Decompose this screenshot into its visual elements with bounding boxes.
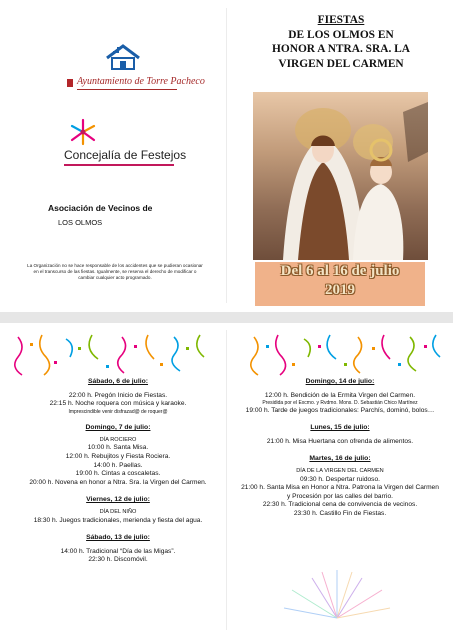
event-item: 20:00 h. Novena en honor a Ntra. Sra. la Virgen del Carmen.	[29, 478, 207, 486]
event-item: 14:00 h. Paellas.	[93, 461, 143, 469]
day-heading: Domingo, 14 de julio:	[305, 378, 375, 385]
fireworks-icon	[272, 568, 402, 620]
event-item: 22:30 h. Discomóvil.	[88, 556, 148, 564]
day-heading: Sábado, 13 de julio:	[86, 534, 150, 542]
day-theme: DÍA DE LA VIRGEN DEL CARMEN	[296, 467, 384, 474]
event-item: 12:00 h. Bendición de la Ermita Virgen del Carmen.	[264, 391, 416, 399]
event-item: 21:00 h. Santa Misa en Honor a Ntra. Patrona la Virgen del Carmen y Procesión por las calles del barrio.	[241, 484, 439, 500]
event-note: Imprescindible venir disfrazad@ de roquer@	[68, 408, 168, 415]
fold-line	[226, 330, 227, 630]
day-heading: Domingo, 7 de julio:	[85, 424, 151, 432]
ayuntamiento-logo	[67, 44, 205, 96]
confetti-streamers-left	[14, 333, 212, 377]
concejalia-name: Concejalía de Festejos	[64, 148, 187, 162]
disclaimer-text: La Organización no se hace responsable de los accidentes que se pudieran ocasionar en el transcurso de las fiestas. Igualmente, se reserva el derecho de modificar o cambiar cualquier acto programado.	[27, 263, 203, 280]
event-item: 19:00 h. Cintas a coscaletas.	[75, 470, 161, 478]
dates-line-1: Del 6 al 16 de julio	[280, 263, 400, 279]
town-hall-icon	[105, 44, 141, 72]
festival-title	[236, 13, 446, 71]
coat-of-arms-icon	[67, 79, 73, 87]
title-line-3: HONOR A NTRA. SRA. LA	[272, 43, 410, 55]
event-item: 22:30 h. Tradicional cena de convivencia de vecinos.	[262, 501, 418, 509]
ayuntamiento-name: Ayuntamiento de Torre Pacheco	[77, 76, 205, 87]
asociacion-name: LOS OLMOS	[58, 218, 103, 227]
program-left-column	[20, 378, 216, 565]
concejalia-logo	[64, 118, 187, 168]
event-item: 10:00 h. Santa Misa.	[87, 444, 149, 452]
program-right-column	[240, 378, 440, 519]
event-item: 22:00 h. Pregón Inicio de Fiestas.	[68, 391, 168, 399]
day-heading: Martes, 16 de julio:	[309, 455, 371, 463]
event-item: 23:30 h. Castillo Fin de Fiestas.	[293, 509, 387, 517]
day-heading: Lunes, 15 de julio:	[310, 424, 370, 432]
dates-line-2: 2019	[325, 282, 355, 298]
title-line-4: VIRGEN DEL CARMEN	[278, 57, 404, 70]
event-item: 19:00 h. Tarde de juegos tradicionales: Parchís, dominó, bolos…	[245, 406, 435, 414]
event-item: 21:00 h. Misa Huertana con ofrenda de alimentos.	[266, 437, 414, 445]
day-theme: DÍA ROCIERO	[99, 436, 137, 443]
event-note: Presidida por el Excmo. y Rvdmo. Mons. D. Sebastián Chico Martínez	[262, 400, 418, 407]
brochure-cover-page	[0, 0, 453, 312]
logo-rule	[77, 89, 177, 90]
day-heading: Sábado, 6 de julio:	[87, 378, 149, 385]
virgin-and-child-illustration	[253, 92, 428, 260]
festejos-star-icon	[68, 118, 98, 146]
logo-underline	[64, 164, 174, 166]
event-item: 18:30 h. Juegos tradicionales, merienda y fiesta del agua.	[33, 516, 203, 524]
day-theme: DÍA DEL NIÑO	[99, 508, 137, 515]
event-item: 09:30 h. Despertar ruidoso.	[300, 475, 380, 483]
day-heading: Viernes, 12 de julio:	[86, 496, 150, 504]
event-item: 14:00 h. Tradicional “Día de las Migas”.	[60, 547, 176, 555]
festival-dates-banner	[255, 262, 425, 306]
confetti-streamers-right	[248, 333, 444, 377]
title-line-1: FIESTAS	[317, 14, 365, 26]
event-item: 22:15 h. Noche roquera con música y karaoke.	[49, 400, 187, 408]
asociacion-title: Asociación de Vecinos de	[48, 203, 153, 213]
fold-line	[226, 8, 227, 303]
virgin-del-carmen-photo	[253, 92, 428, 260]
event-item: 12:00 h. Rebujitos y Fiesta Rociera.	[65, 452, 171, 460]
title-line-2: DE LOS OLMOS EN	[288, 28, 394, 41]
